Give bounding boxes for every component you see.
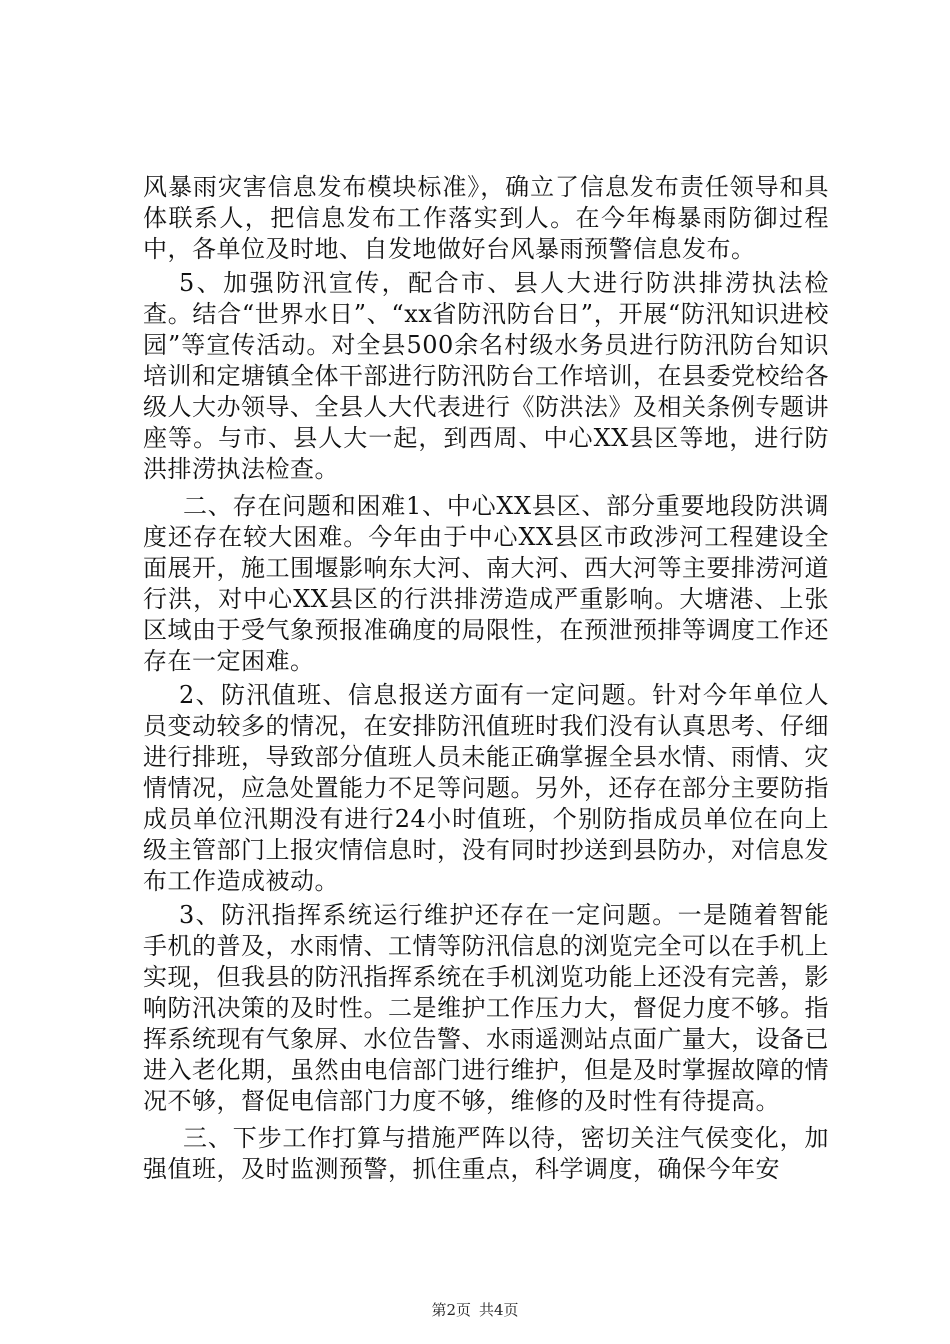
- paragraph-section-3: 三、下步工作打算与措施严阵以待，密切关注气侯变化，加强值班，及时监测预警，抓住重点，科学调度，确保今年安: [143, 1124, 829, 1183]
- page-footer: [0, 1299, 950, 1320]
- paragraph-item-5: 5、加强防汛宣传，配合市、县人大进行防洪排涝执法检查。结合“世界水日”、“xx省防汛防台日”，开展“防汛知识进校园”等宣传活动。对全县500余名村级水务员进行防汛防台知识培训和定塘镇全体干部进行防汛防台工作培训，在县委党校给各级人大办领导、全县人大代表进行《防洪法》及相关条例专题讲座等。与市、县人大一起，到西周、中心XX县区等地，进行防洪排涝执法检查。: [143, 269, 829, 483]
- paragraph-item-2: 2、防汛值班、信息报送方面有一定问题。针对今年单位人员变动较多的情况，在安排防汛值班时我们没有认真思考、仔细进行排班，导致部分值班人员未能正确掌握全县水情、雨情、灾情情况，应急处置能力不足等问题。另外，还存在部分主要防指成员单位汛期没有进行24小时值班，个别防指成员单位在向上级主管部门上报灾情信息时，没有同时抄送到县防办，对信息发布工作造成被动。: [143, 681, 829, 895]
- paragraph-continuation: 风暴雨灾害信息发布模块标准》，确立了信息发布责任领导和具体联系人，把信息发布工作落实到人。在今年梅暴雨防御过程中，各单位及时地、自发地做好台风暴雨预警信息发布。: [143, 173, 829, 263]
- paragraph-section-2: 二、存在问题和困难1、中心XX县区、部分重要地段防洪调度还存在较大困难。今年由于中心XX县区市政涉河工程建设全面展开，施工围堰影响东大河、南大河、西大河等主要排涝河道行洪，对中心XX县区的行洪排涝造成严重影响。大塘港、上张区域由于受气象预报准确度的局限性，在预泄预排等调度工作还存在一定困难。: [143, 492, 829, 675]
- page-number: 第2页: [431, 1301, 471, 1319]
- document-body: [143, 172, 829, 1185]
- page-total: 共4页: [479, 1301, 519, 1319]
- paragraph-item-3: 3、防汛指挥系统运行维护还存在一定问题。一是随着智能手机的普及，水雨情、工情等防汛信息的浏览完全可以在手机上实现，但我县的防汛指挥系统在手机浏览功能上还没有完善，影响防汛决策的及时性。二是维护工作压力大，督促力度不够。指挥系统现有气象屏、水位告警、水雨遥测站点面广量大，设备已进入老化期，虽然由电信部门进行维护，但是及时掌握故障的情况不够，督促电信部门力度不够，维修的及时性有待提高。: [143, 901, 829, 1115]
